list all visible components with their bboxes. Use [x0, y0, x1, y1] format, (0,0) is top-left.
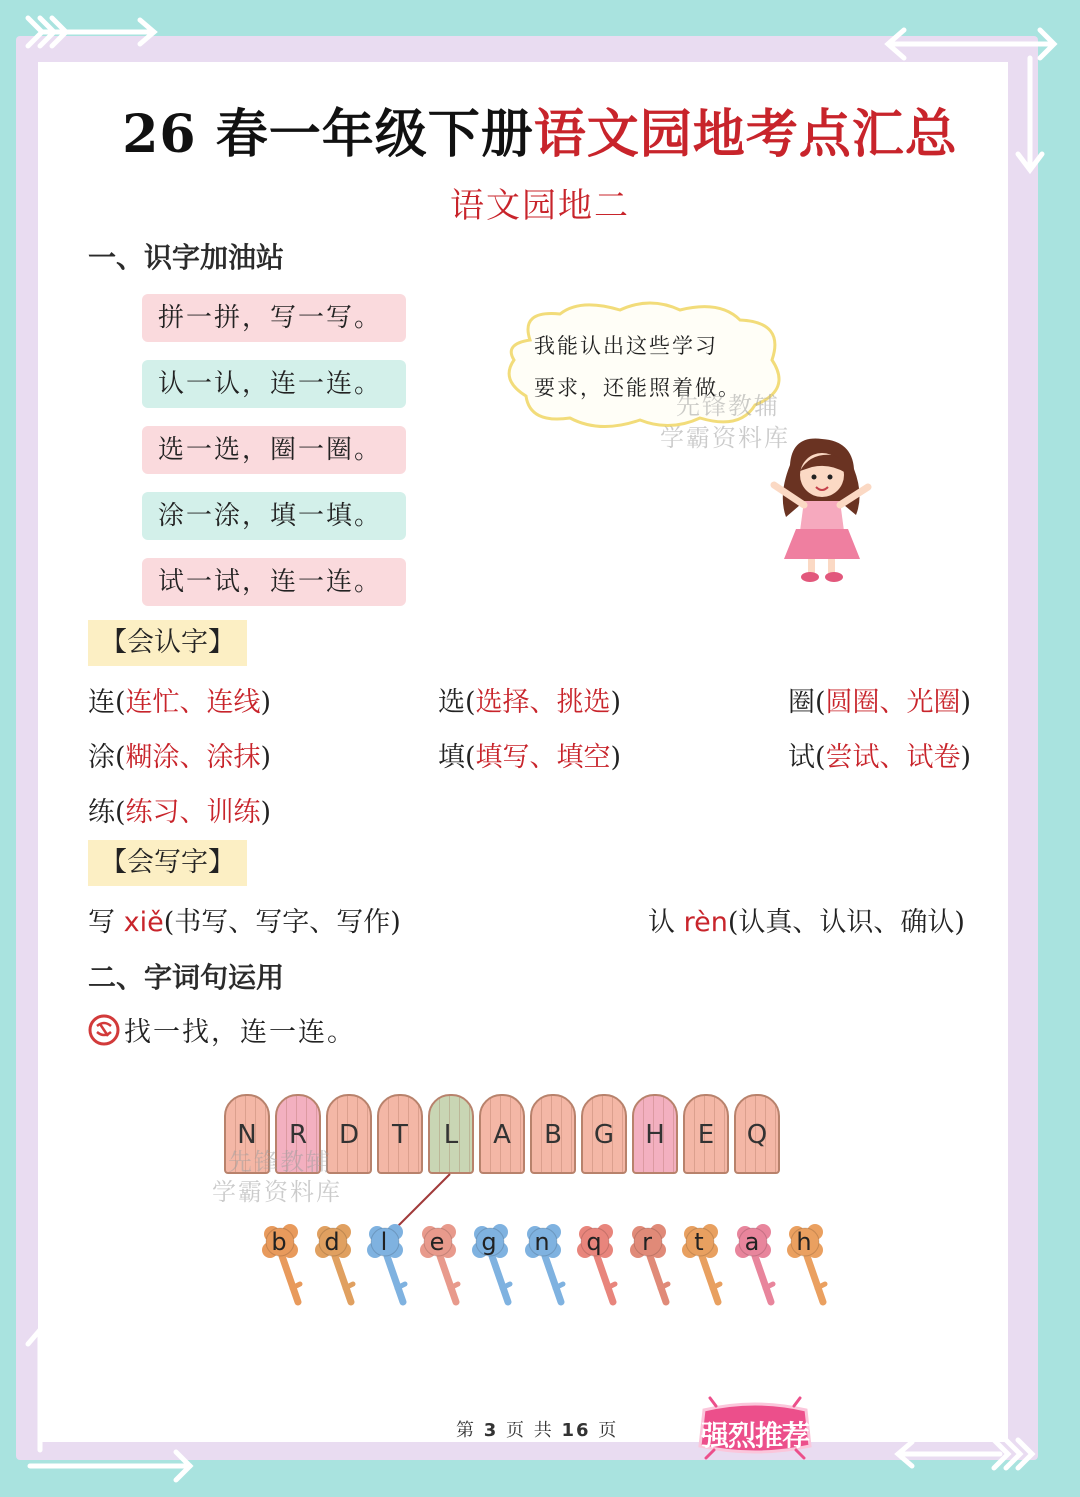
door-tile: [326, 1094, 372, 1174]
page-footer: 第 3 页 共 16 页: [456, 1420, 619, 1441]
door-letter: Q: [746, 1120, 768, 1150]
key-tile: [682, 1222, 726, 1308]
door-tile: [632, 1094, 678, 1174]
girl-illustration: [760, 435, 880, 585]
key-tile: [525, 1222, 569, 1308]
door-letter: N: [237, 1120, 257, 1150]
door-letter: D: [338, 1120, 360, 1150]
section-heading-2: 二、字词句运用: [88, 961, 285, 994]
title-red: 语文园地考点汇总: [533, 104, 958, 165]
door-letter: T: [392, 1120, 408, 1150]
arrow-bottom-right-icon: [890, 1432, 1040, 1476]
door-tile: [734, 1094, 780, 1174]
recognize-item: 试(尝试、试卷): [788, 742, 972, 773]
key-letter: l: [380, 1228, 388, 1256]
recommend-badge-text: 强烈推荐: [700, 1419, 809, 1452]
key-letter: d: [324, 1228, 340, 1256]
door-tile: [428, 1094, 474, 1174]
door-letter: R: [288, 1120, 308, 1150]
recognize-item: 连(连忙、连线): [88, 687, 272, 718]
page-title: [0, 92, 1080, 167]
section-heading-1: 一、识字加油站: [88, 241, 285, 274]
key-tile: [420, 1222, 464, 1308]
key-letter: t: [694, 1228, 704, 1256]
key-letter: g: [481, 1228, 497, 1256]
task-instruction: 找一找，连一连。: [124, 1017, 356, 1048]
recognize-item: 涂(糊涂、涂抹): [88, 742, 272, 773]
key-tile: [787, 1222, 831, 1308]
key-letter: a: [744, 1228, 760, 1256]
door-tile: [683, 1094, 729, 1174]
arrow-top-left-icon: [22, 10, 162, 54]
key-letter: h: [796, 1228, 812, 1256]
recognize-item: 填(填写、填空): [438, 742, 622, 773]
watermark-line-1: 先锋教辅: [676, 392, 780, 420]
bubble-line-2: 要求，还能照着做。: [534, 376, 741, 400]
key-letter: q: [586, 1228, 602, 1256]
door-letter: B: [544, 1120, 562, 1150]
activity-pill: 试一试，连一连。: [142, 558, 406, 606]
door-letter: H: [645, 1120, 665, 1150]
door-letter: L: [443, 1120, 459, 1150]
recognize-item: 选(选择、挑选): [438, 687, 622, 718]
recognize-item: 练(练习、训练): [88, 797, 272, 828]
key-tile: [577, 1222, 621, 1308]
title-black: 26 春一年级下册: [122, 104, 534, 165]
key-tile: [262, 1222, 306, 1308]
watermark-line-1: 先锋教辅: [228, 1148, 332, 1176]
page-subtitle: 语文园地二: [450, 186, 630, 226]
watermark-line-2: 学霸资料库: [212, 1178, 342, 1206]
key-letter: b: [271, 1228, 287, 1256]
door-tile: [377, 1094, 423, 1174]
key-tile: [630, 1222, 674, 1308]
door-letter: G: [593, 1120, 615, 1150]
write-tag: 【会写字】: [88, 840, 247, 886]
watermark-line-2: 学霸资料库: [660, 424, 790, 452]
key-tile: [472, 1222, 516, 1308]
seal-icon: [88, 1014, 120, 1046]
key-letter: n: [534, 1228, 550, 1256]
door-tile: [530, 1094, 576, 1174]
door-tile: [479, 1094, 525, 1174]
door-letter: A: [493, 1120, 511, 1150]
activity-pill: 选一选，圈一圈。: [142, 426, 406, 474]
key-tile: [735, 1222, 779, 1308]
write-item: 认 rèn(认真、认识、确认): [648, 907, 965, 938]
key-letter: r: [642, 1228, 652, 1256]
bubble-line-1: 我能认出这些学习: [534, 334, 718, 358]
recognize-item: 圈(圆圈、光圈): [788, 687, 972, 718]
key-tile: [367, 1222, 411, 1308]
door-letter: E: [697, 1120, 715, 1150]
arrow-bottom-left-icon: [10, 1320, 200, 1490]
activity-pill: 拼一拼，写一写。: [142, 294, 406, 342]
key-letter: e: [429, 1228, 445, 1256]
activity-pill: 认一认，连一连。: [142, 360, 406, 408]
recognize-tag: 【会认字】: [88, 620, 247, 666]
door-tile: [581, 1094, 627, 1174]
activity-pill: 涂一涂，填一填。: [142, 492, 406, 540]
write-item: 写 xiě(书写、写字、写作): [88, 907, 401, 938]
key-tile: [315, 1222, 359, 1308]
